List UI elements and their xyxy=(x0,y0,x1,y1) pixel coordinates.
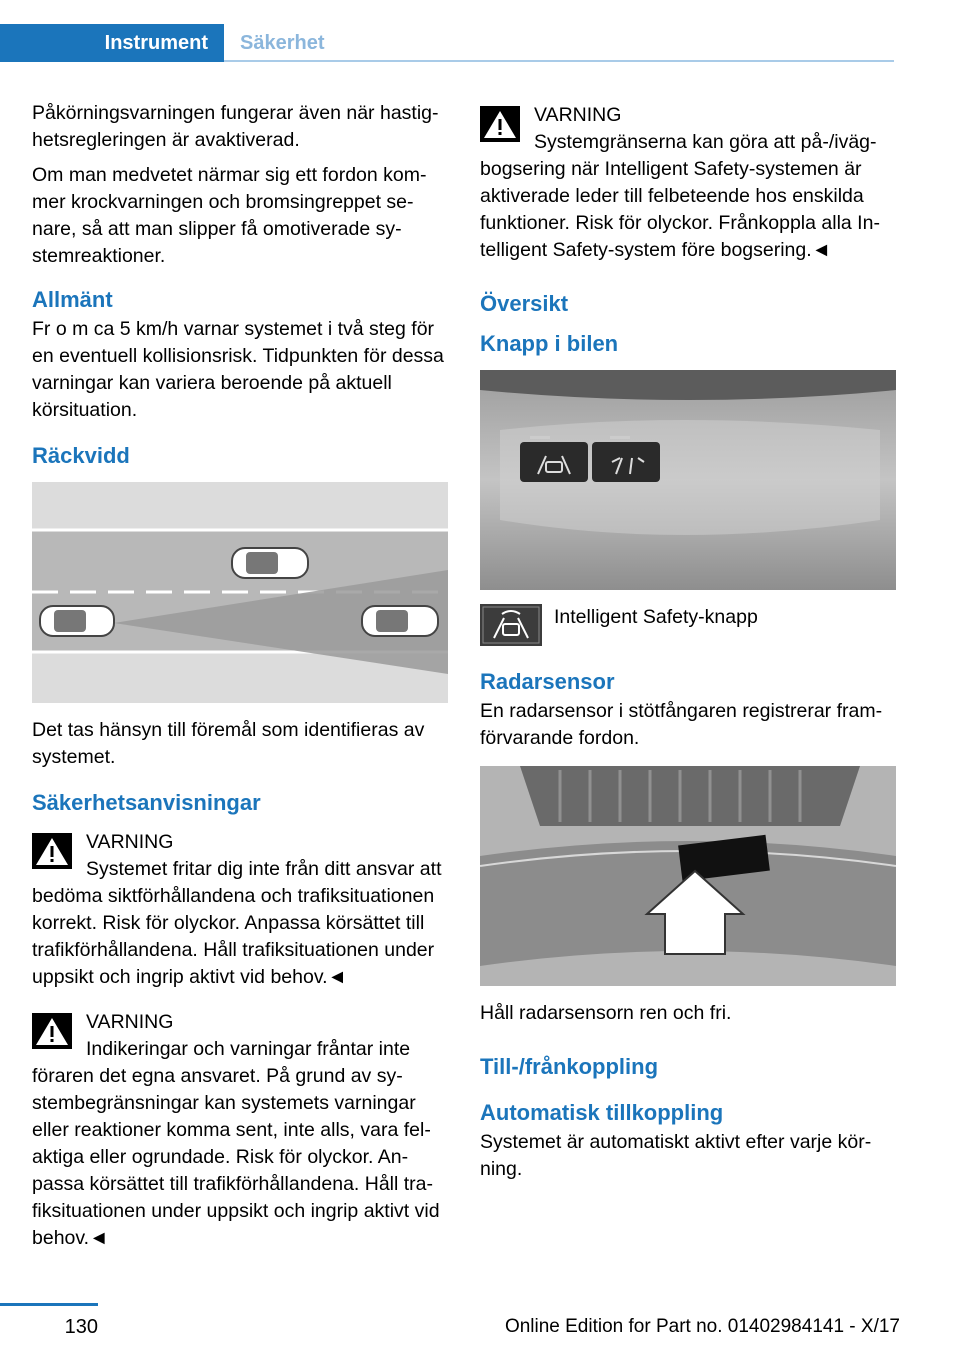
warning-triangle-icon xyxy=(32,833,72,869)
button-legend xyxy=(480,604,896,648)
car-icon xyxy=(362,606,438,636)
warning-text: Systemgränserna kan göra att på-/ivägbogsering när Intelligent Safety-systemen är aktiverade leder till felbeteende hos enskilda funktioner. Risk för olyckor. Frånkoppla alla Intelligent Safety-system före bogsering.◄ xyxy=(480,131,880,261)
paragraph: En radarsensor i stötfångaren registrerar framförvarande fordon. xyxy=(480,700,883,749)
heading-oversikt: Översikt xyxy=(480,291,569,316)
tab-instrument[interactable]: Instrument xyxy=(0,24,224,62)
radar-sensor-illustration xyxy=(480,766,896,986)
car-icon xyxy=(40,606,114,636)
heading-rackvidd: Räckvidd xyxy=(32,443,130,468)
warning-text: Systemet fritar dig inte från ditt ansvar att bedöma siktförhållandena och trafiksituationen korrekt. Risk för olyckor. Anpassa körsättet till trafikförhållandena. Håll trafiksituationen under uppsikt och ingrip aktivt vid behov.◄ xyxy=(32,858,442,988)
warning-title: VARNING xyxy=(534,104,622,126)
header-tabbar xyxy=(0,0,894,62)
paragraph: Systemet är automatiskt aktivt efter varje körning. xyxy=(480,1131,872,1180)
edition-note: Online Edition for Part no. 01402984141 - X/17 xyxy=(504,1316,900,1337)
warning-block xyxy=(32,1009,448,1252)
heading-radarsensor: Radarsensor xyxy=(480,669,615,694)
paragraph: Påkörningsvarningen fungerar även när hastighetsregleringen är avaktiverad. xyxy=(32,102,439,151)
warning-triangle-icon xyxy=(32,1013,72,1049)
radar-photo xyxy=(480,766,896,986)
range-diagram xyxy=(32,482,448,703)
heading-sakerhetsanvisningar: Säkerhetsanvisningar xyxy=(32,790,261,815)
warning-triangle-icon xyxy=(480,106,520,142)
paragraph: Det tas hänsyn till föremål som identifieras av systemet. xyxy=(32,719,425,768)
intelligent-safety-icon xyxy=(480,604,542,646)
heading-till-frankoppling: Till-/frånkoppling xyxy=(480,1054,659,1079)
paragraph: Fr o m ca 5 km/h varnar systemet i två steg för en eventuell kollisionsrisk. Tidpunkten för dessa varningar kan variera beroende på aktuell körsituation. xyxy=(32,318,444,421)
warning-title: VARNING xyxy=(86,831,174,853)
range-illustration xyxy=(32,482,448,703)
footer-accent-line xyxy=(0,1303,98,1306)
heading-automatisk-tillkoppling: Automatisk tillkoppling xyxy=(480,1100,724,1125)
header-divider xyxy=(224,60,894,62)
car-icon xyxy=(232,548,308,578)
warning-text: Indikeringar och varningar fråntar inte föraren det egna ansvaret. På grund av systembegränsningar kan systemets varningar eller reaktioner komma sent, inte alls, vara felaktiga eller ogrundade. Risk för olyckor. Anpassa körsättet till trafikförhållandena. Håll trafiksituationen under uppsikt och ingrip aktivt vid behov.◄ xyxy=(32,1038,440,1249)
left-column xyxy=(32,100,448,1262)
page-number: 130 xyxy=(64,1316,98,1338)
warning-block xyxy=(32,829,448,991)
warning-title: VARNING xyxy=(86,1011,174,1033)
warning-block xyxy=(480,102,896,264)
paragraph: Om man medvetet närmar sig ett fordon kommer krockvarningen och bromsingreppet senare, så att man slipper få omotiverade systemreaktioner. xyxy=(32,164,427,267)
right-column xyxy=(480,100,896,1191)
tab-sakerhet[interactable]: Säkerhet xyxy=(240,32,325,54)
button-label: Intelligent Safety-knapp xyxy=(554,606,758,628)
paragraph: Håll radarsensorn ren och fri. xyxy=(480,1002,732,1024)
heading-knapp-i-bilen: Knapp i bilen xyxy=(480,331,619,356)
button-panel-illustration xyxy=(480,370,896,590)
button-photo xyxy=(480,370,896,590)
heading-allmant: Allmänt xyxy=(32,287,113,312)
